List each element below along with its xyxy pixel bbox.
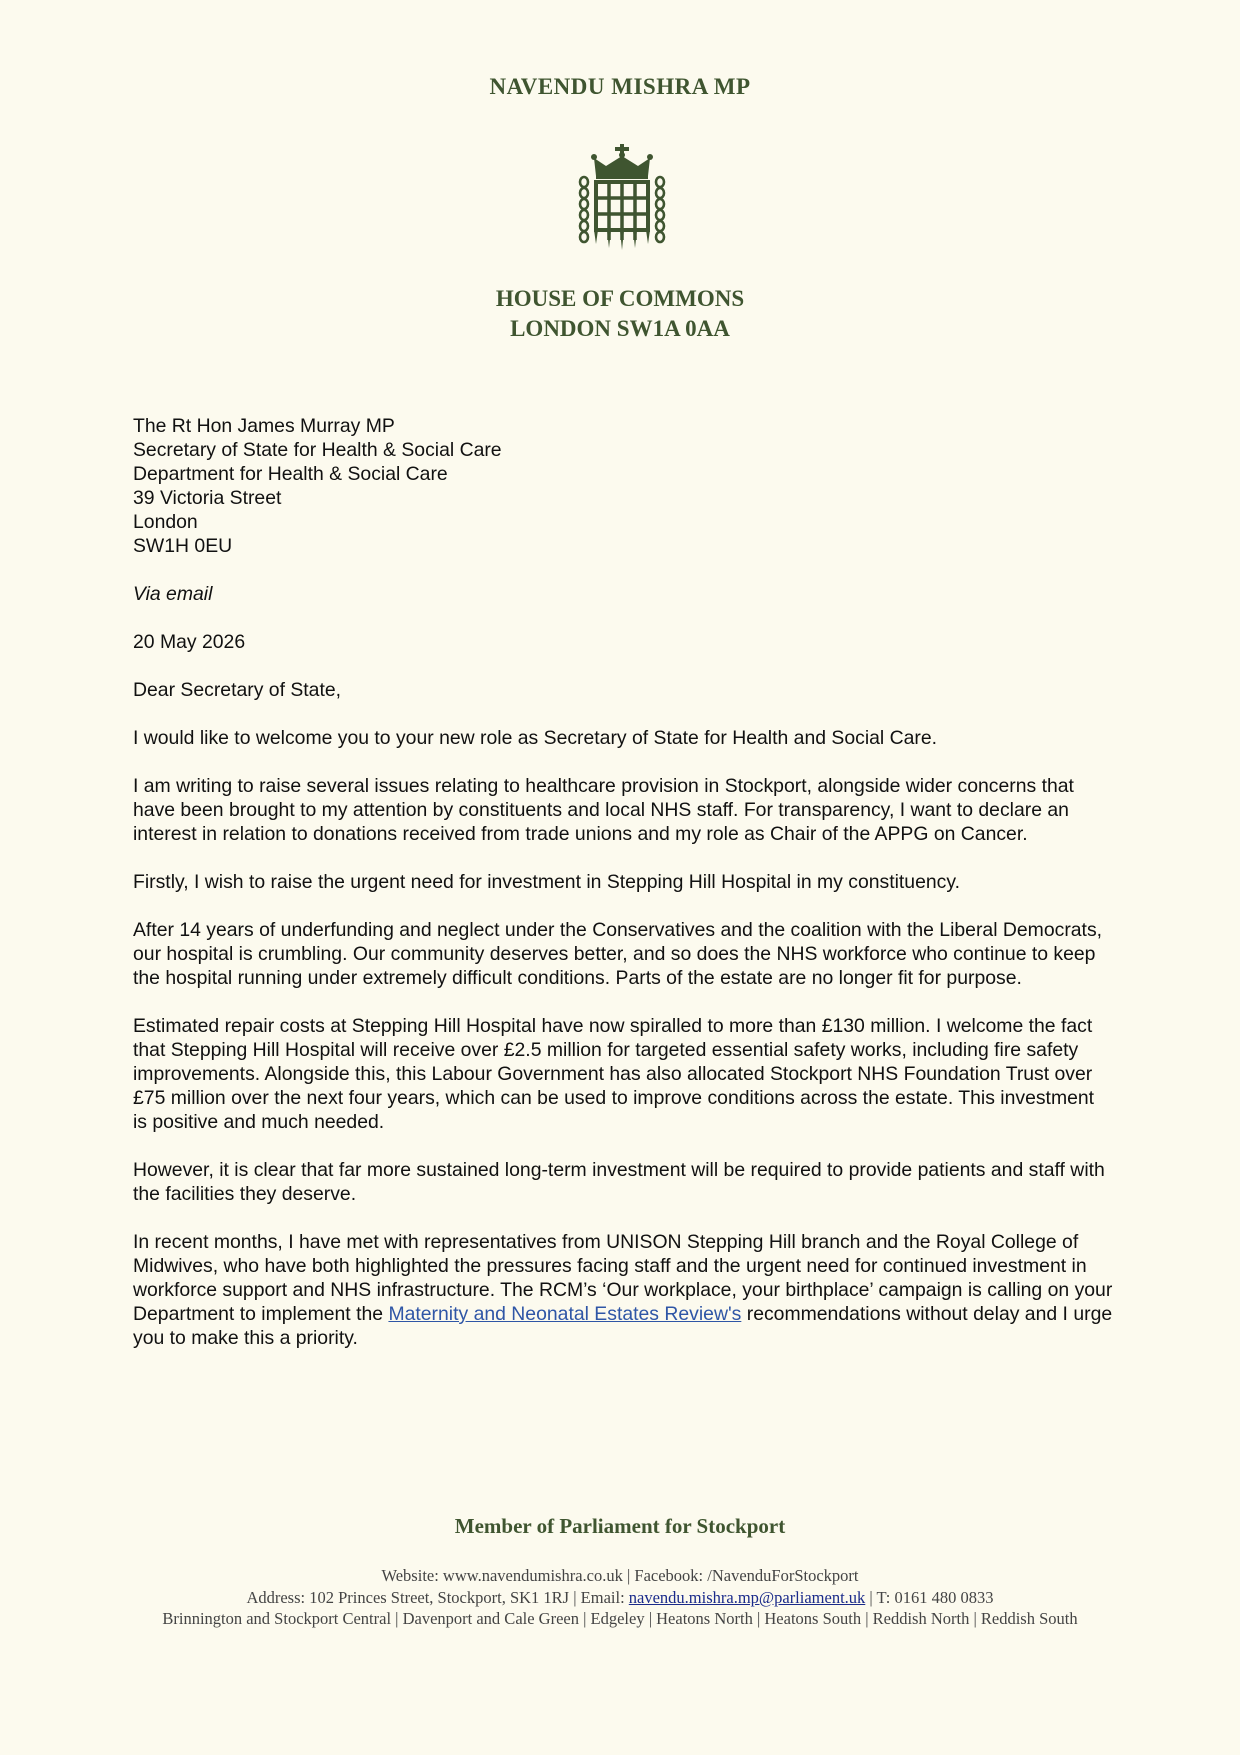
house-city: LONDON SW1A 0AA xyxy=(510,316,730,341)
house-name: HOUSE OF COMMONS xyxy=(495,286,745,311)
footer-title: Member of Parliament for Stockport xyxy=(454,1514,786,1538)
paragraph: I am writing to raise several issues relating to healthcare provision in Stockport, alongside wider concerns that have been brought to my attention by constituents and local NHS staff. For transparency, I want to declare an interest in relation to donations received from trade unions and my role as Chair of the APPG on Cancer. xyxy=(133,775,1074,845)
paragraph: Firstly, I wish to raise the urgent need for investment in Stepping Hill Hospital in my constituency. xyxy=(133,871,960,893)
paragraph xyxy=(133,1230,1113,1350)
letterhead-address xyxy=(0,284,1240,344)
recipient-line: Secretary of State for Health & Social Care xyxy=(133,439,502,461)
delivery-method: Via email xyxy=(133,583,213,605)
paragraph: After 14 years of underfunding and neglect under the Conservatives and the coalition with the Liberal Democrats, our hospital is crumbling. Our community deserves better, and so does the NHS workforce who continue to keep the hospital running under extremely difficult conditions. Parts of the estate are no longer fit for purpose. xyxy=(133,919,1103,989)
paragraph-text: In recent months, I have met with representatives from UNISON Stepping Hill branch and the Royal College of Midwives, who have both highlighted the pressures facing staff and the urgent need for continued investment in workforce support and NHS infrastructure. The RCM’s ‘Our workplace, your birthplace’ campaign is calling on your Department to implement the xyxy=(133,1231,1113,1325)
letterhead-name: NAVENDU MISHRA MP xyxy=(489,74,751,99)
recipient-line: London xyxy=(133,511,198,533)
portcullis-icon xyxy=(576,144,668,250)
paragraph-text: recommendations without delay and I urge you to make this a priority. xyxy=(133,1303,1113,1349)
recipient-line: 39 Victoria Street xyxy=(133,487,282,509)
recipient-address xyxy=(133,414,1113,558)
salutation: Dear Secretary of State, xyxy=(133,679,342,701)
footer-phone: | T: 0161 480 0833 xyxy=(865,1587,994,1607)
letter-date: 20 May 2026 xyxy=(133,631,246,653)
footer-wards: Brinnington and Stockport Central | Davenport and Cale Green | Edgeley | Heatons North | Heatons South | Reddish North | Reddish South xyxy=(162,1609,1078,1628)
email-link[interactable]: navendu.mishra.mp@parliament.uk xyxy=(628,1587,866,1607)
letter-body xyxy=(133,414,1113,1374)
recipient-line: SW1H 0EU xyxy=(133,535,233,557)
recipient-line: The Rt Hon James Murray MP xyxy=(133,415,395,437)
estates-review-link[interactable]: Maternity and Neonatal Estates Review's xyxy=(388,1303,742,1325)
footer-address: Address: 102 Princes Street, Stockport, SK1 1RJ | Email: xyxy=(246,1587,629,1607)
footer-info xyxy=(140,1565,1100,1630)
footer-web-line: Website: www.navendumishra.co.uk | Facebook: /NavenduForStockport xyxy=(381,1566,859,1585)
recipient-line: Department for Health & Social Care xyxy=(133,463,448,485)
paragraph: However, it is clear that far more sustained long-term investment will be required to provide patients and staff with the facilities they deserve. xyxy=(133,1159,1105,1205)
paragraph: Estimated repair costs at Stepping Hill Hospital have now spiralled to more than £130 million. I welcome the fact that Stepping Hill Hospital will receive over £2.5 million for targeted essential safety works, including fire safety improvements. Alongside this, this Labour Government has also allocated Stockport NHS Foundation Trust over £75 million over the next four years, which can be used to improve conditions across the estate. This investment is positive and much needed. xyxy=(133,1015,1095,1133)
footer-address-line xyxy=(140,1587,1100,1609)
paragraph: I would like to welcome you to your new role as Secretary of State for Health and Social Care. xyxy=(133,727,938,749)
